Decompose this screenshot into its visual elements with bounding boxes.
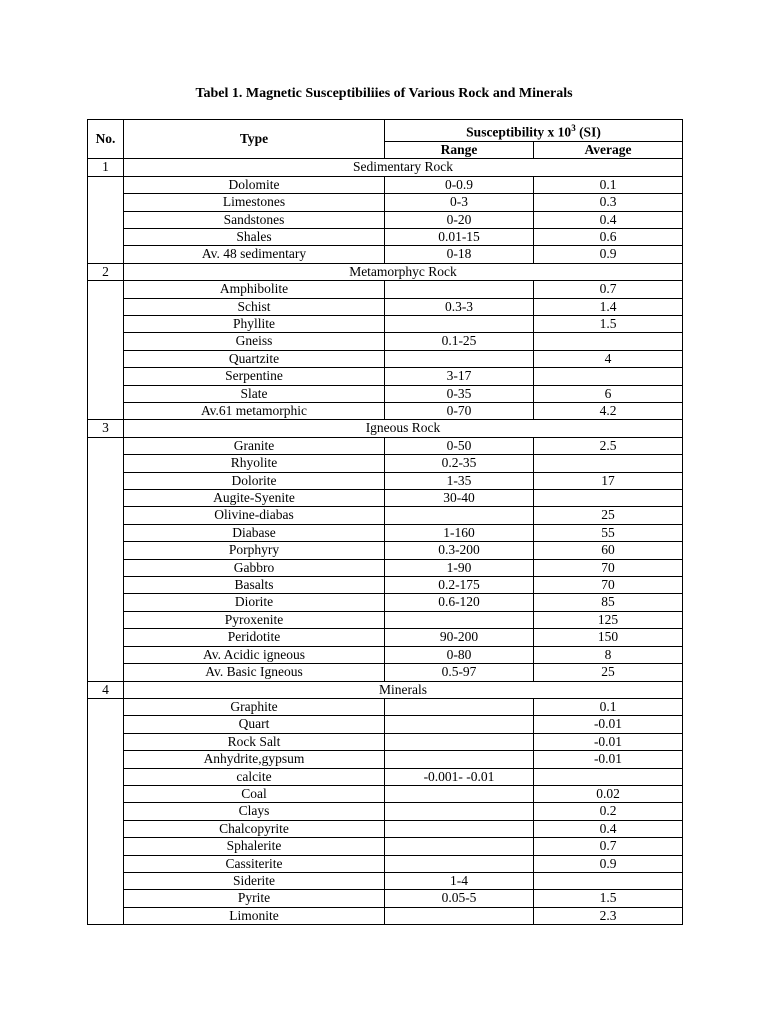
header-no: No.	[88, 120, 124, 159]
range-cell: 0.2-175	[385, 577, 534, 594]
type-cell: Av. Acidic igneous	[124, 646, 385, 663]
type-cell: Dolorite	[124, 472, 385, 489]
table-row	[88, 646, 683, 663]
average-cell: 1.4	[534, 298, 683, 315]
susceptibility-table	[87, 119, 683, 925]
susceptibility-exponent: 3	[571, 123, 576, 133]
average-cell: 25	[534, 664, 683, 681]
range-cell	[385, 350, 534, 367]
table-row	[88, 507, 683, 524]
table-row	[88, 246, 683, 263]
type-cell: Rock Salt	[124, 733, 385, 750]
type-cell: calcite	[124, 768, 385, 785]
average-cell: 1.5	[534, 315, 683, 332]
table-row	[88, 455, 683, 472]
header-range: Range	[385, 141, 534, 158]
section-spacer-cell	[88, 437, 124, 681]
average-cell: 6	[534, 385, 683, 402]
header-average: Average	[534, 141, 683, 158]
average-cell: 125	[534, 611, 683, 628]
type-cell: Porphyry	[124, 542, 385, 559]
table-row	[88, 872, 683, 889]
section-number: 3	[88, 420, 124, 437]
average-cell: 4.2	[534, 403, 683, 420]
range-cell: 0-50	[385, 437, 534, 454]
range-cell	[385, 820, 534, 837]
type-cell: Granite	[124, 437, 385, 454]
range-cell	[385, 733, 534, 750]
table-row	[88, 803, 683, 820]
table-row	[88, 838, 683, 855]
type-cell: Phyllite	[124, 315, 385, 332]
range-cell: 0.01-15	[385, 228, 534, 245]
section-row	[88, 420, 683, 437]
average-cell: 25	[534, 507, 683, 524]
average-cell: 0.1	[534, 176, 683, 193]
table-row	[88, 594, 683, 611]
table-row	[88, 194, 683, 211]
range-cell: 1-35	[385, 472, 534, 489]
type-cell: Serpentine	[124, 368, 385, 385]
average-cell: 0.3	[534, 194, 683, 211]
average-cell	[534, 455, 683, 472]
range-cell: 0.05-5	[385, 890, 534, 907]
average-cell: 85	[534, 594, 683, 611]
average-cell: 70	[534, 559, 683, 576]
table-row	[88, 542, 683, 559]
type-cell: Sandstones	[124, 211, 385, 228]
average-cell: 60	[534, 542, 683, 559]
range-cell	[385, 785, 534, 802]
table-row	[88, 315, 683, 332]
table-row	[88, 907, 683, 924]
section-row	[88, 263, 683, 280]
range-cell	[385, 751, 534, 768]
susceptibility-unit: (SI)	[575, 124, 601, 140]
section-number: 1	[88, 159, 124, 176]
range-cell	[385, 698, 534, 715]
type-cell: Av. Basic Igneous	[124, 664, 385, 681]
range-cell: 0-18	[385, 246, 534, 263]
range-cell: 3-17	[385, 368, 534, 385]
table-row	[88, 350, 683, 367]
average-cell	[534, 333, 683, 350]
table-title: Tabel 1. Magnetic Susceptibiliies of Various Rock and Minerals	[195, 86, 573, 101]
range-cell	[385, 838, 534, 855]
table-row	[88, 281, 683, 298]
range-cell: 0.2-35	[385, 455, 534, 472]
table-row	[88, 385, 683, 402]
range-cell: -0.001- -0.01	[385, 768, 534, 785]
section-spacer-cell	[88, 281, 124, 420]
range-cell	[385, 315, 534, 332]
type-cell: Peridotite	[124, 629, 385, 646]
type-cell: Diabase	[124, 524, 385, 541]
average-cell: 0.1	[534, 698, 683, 715]
table-row	[88, 577, 683, 594]
average-cell: 2.3	[534, 907, 683, 924]
table-row	[88, 733, 683, 750]
table-row	[88, 629, 683, 646]
range-cell: 0-70	[385, 403, 534, 420]
type-cell: Shales	[124, 228, 385, 245]
table-row	[88, 368, 683, 385]
average-cell: 17	[534, 472, 683, 489]
range-cell	[385, 716, 534, 733]
type-cell: Av.61 metamorphic	[124, 403, 385, 420]
table-row	[88, 855, 683, 872]
range-cell	[385, 611, 534, 628]
table-row	[88, 785, 683, 802]
table-row	[88, 768, 683, 785]
average-cell: 0.9	[534, 246, 683, 263]
table-row	[88, 472, 683, 489]
range-cell	[385, 907, 534, 924]
average-cell: 0.7	[534, 838, 683, 855]
type-cell: Pyroxenite	[124, 611, 385, 628]
type-cell: Chalcopyrite	[124, 820, 385, 837]
average-cell	[534, 368, 683, 385]
range-cell: 1-160	[385, 524, 534, 541]
average-cell: -0.01	[534, 733, 683, 750]
table-row	[88, 228, 683, 245]
average-cell: -0.01	[534, 751, 683, 768]
type-cell: Quartzite	[124, 350, 385, 367]
range-cell: 1-4	[385, 872, 534, 889]
type-cell: Pyrite	[124, 890, 385, 907]
range-cell: 0.3-200	[385, 542, 534, 559]
average-cell: 0.02	[534, 785, 683, 802]
type-cell: Dolomite	[124, 176, 385, 193]
average-cell: 0.9	[534, 855, 683, 872]
range-cell: 0-20	[385, 211, 534, 228]
table-row	[88, 664, 683, 681]
type-cell: Quart	[124, 716, 385, 733]
type-cell: Schist	[124, 298, 385, 315]
table-row	[88, 559, 683, 576]
average-cell: 0.6	[534, 228, 683, 245]
section-row	[88, 159, 683, 176]
type-cell: Diorite	[124, 594, 385, 611]
average-cell: 8	[534, 646, 683, 663]
table-row	[88, 716, 683, 733]
table-row	[88, 490, 683, 507]
table-row	[88, 298, 683, 315]
average-cell: 0.7	[534, 281, 683, 298]
range-cell: 0.6-120	[385, 594, 534, 611]
average-cell: 0.4	[534, 211, 683, 228]
table-row	[88, 890, 683, 907]
susceptibility-label: Susceptibility x 10	[466, 124, 572, 140]
average-cell: 0.2	[534, 803, 683, 820]
range-cell	[385, 507, 534, 524]
type-cell: Sphalerite	[124, 838, 385, 855]
range-cell: 1-90	[385, 559, 534, 576]
table-row	[88, 403, 683, 420]
range-cell	[385, 855, 534, 872]
header-susceptibility	[385, 120, 683, 142]
average-cell: 70	[534, 577, 683, 594]
average-cell: 0.4	[534, 820, 683, 837]
range-cell	[385, 281, 534, 298]
section-number: 2	[88, 263, 124, 280]
type-cell: Siderite	[124, 872, 385, 889]
table-row	[88, 524, 683, 541]
header-type: Type	[124, 120, 385, 159]
type-cell: Av. 48 sedimentary	[124, 246, 385, 263]
section-spacer-cell	[88, 698, 124, 924]
type-cell: Amphibolite	[124, 281, 385, 298]
average-cell: 4	[534, 350, 683, 367]
section-name: Sedimentary Rock	[124, 159, 683, 176]
average-cell	[534, 490, 683, 507]
range-cell: 0.3-3	[385, 298, 534, 315]
type-cell: Graphite	[124, 698, 385, 715]
type-cell: Limonite	[124, 907, 385, 924]
section-name: Igneous Rock	[124, 420, 683, 437]
table-row	[88, 751, 683, 768]
average-cell: 55	[534, 524, 683, 541]
section-spacer-cell	[88, 176, 124, 263]
table-row	[88, 333, 683, 350]
type-cell: Slate	[124, 385, 385, 402]
type-cell: Anhydrite,gypsum	[124, 751, 385, 768]
table-row	[88, 698, 683, 715]
range-cell: 0-35	[385, 385, 534, 402]
type-cell: Limestones	[124, 194, 385, 211]
section-number: 4	[88, 681, 124, 698]
table-row	[88, 211, 683, 228]
average-cell: 1.5	[534, 890, 683, 907]
range-cell	[385, 803, 534, 820]
average-cell	[534, 872, 683, 889]
type-cell: Basalts	[124, 577, 385, 594]
average-cell: -0.01	[534, 716, 683, 733]
average-cell: 2.5	[534, 437, 683, 454]
type-cell: Gneiss	[124, 333, 385, 350]
range-cell: 0.1-25	[385, 333, 534, 350]
type-cell: Rhyolite	[124, 455, 385, 472]
type-cell: Cassiterite	[124, 855, 385, 872]
type-cell: Gabbro	[124, 559, 385, 576]
range-cell: 30-40	[385, 490, 534, 507]
type-cell: Augite-Syenite	[124, 490, 385, 507]
section-name: Metamorphyc Rock	[124, 263, 683, 280]
range-cell: 90-200	[385, 629, 534, 646]
table-row	[88, 820, 683, 837]
section-name: Minerals	[124, 681, 683, 698]
section-row	[88, 681, 683, 698]
range-cell: 0.5-97	[385, 664, 534, 681]
range-cell: 0-0.9	[385, 176, 534, 193]
table-row	[88, 611, 683, 628]
type-cell: Coal	[124, 785, 385, 802]
range-cell: 0-3	[385, 194, 534, 211]
table-row	[88, 176, 683, 193]
average-cell: 150	[534, 629, 683, 646]
type-cell: Clays	[124, 803, 385, 820]
average-cell	[534, 768, 683, 785]
type-cell: Olivine-diabas	[124, 507, 385, 524]
range-cell: 0-80	[385, 646, 534, 663]
table-row	[88, 437, 683, 454]
